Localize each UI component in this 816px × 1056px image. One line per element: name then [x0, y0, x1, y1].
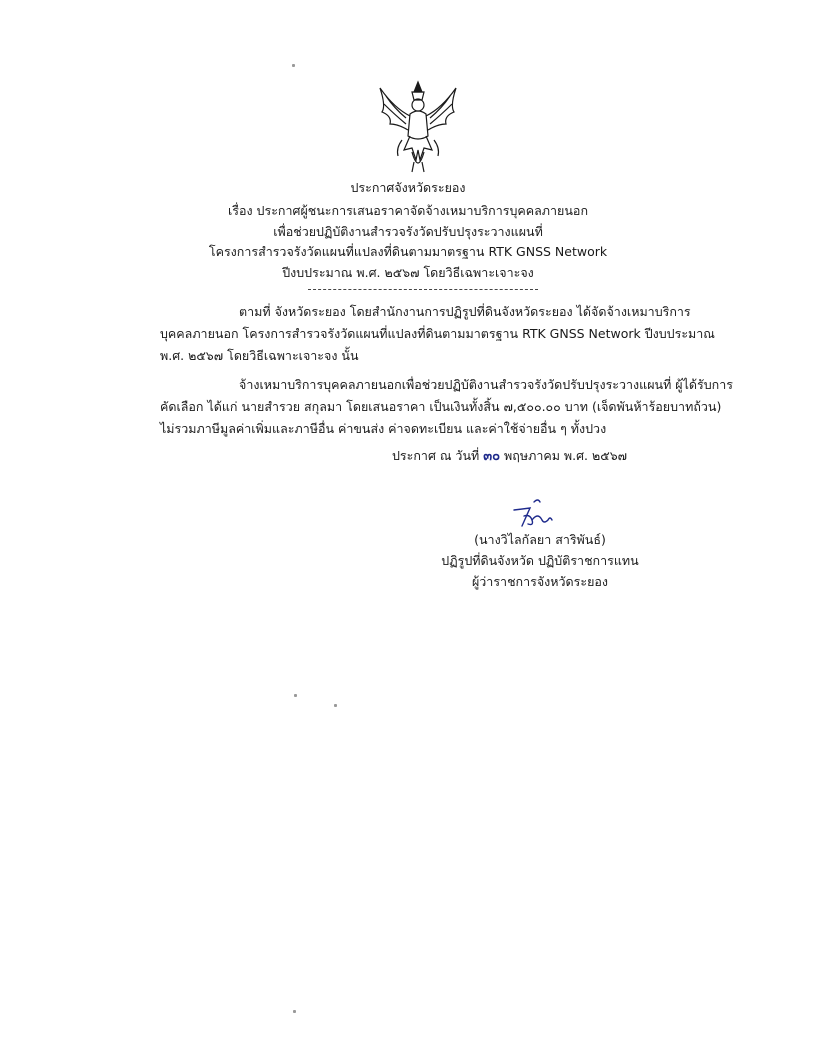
scan-speck [294, 694, 297, 697]
handwritten-signature [508, 496, 554, 532]
announcement-prefix: ประกาศ ณ วันที่ [392, 448, 480, 463]
garuda-emblem-icon [372, 78, 464, 176]
signer-position-2: ผู้ว่าราชการจังหวัดระยอง [471, 574, 609, 589]
subject-line: เรื่อง ประกาศผู้ชนะการเสนอราคาจัดจ้างเหมาบริการบุคคลภายนอก [227, 203, 589, 218]
scan-speck [293, 1010, 296, 1013]
announcement-month-year: พฤษภาคม พ.ศ. ๒๕๖๗ [504, 448, 628, 463]
paragraph-1-line-2: บุคคลภายนอก โครงการสำรวจรังวัดแผนที่แปลงที่ดินตามมาตรฐาน RTK GNSS Network ปีงบประมาณ [160, 326, 715, 341]
paragraph-2-line-1: จ้างเหมาบริการบุคคลภายนอกเพื่อช่วยปฏิบัติงานสำรวจรังวัดปรับปรุงระวางแผนที่ ผู้ได้รับการ [239, 377, 733, 392]
scan-speck [334, 704, 337, 707]
paragraph-2-line-2: คัดเลือก ได้แก่ นายสำรวย สกุลมา โดยเสนอราคา เป็นเงินทั้งสิ้น ๗,๕๐๐.๐๐ บาท (เจ็ดพันห้าร้อยบาทถ้วน) [160, 399, 722, 414]
scan-speck [292, 64, 295, 67]
paragraph-1-line-1: ตามที่ จังหวัดระยอง โดยสำนักงานการปฏิรูปที่ดินจังหวัดระยอง ได้จัดจ้างเหมาบริการ [239, 304, 691, 319]
signer-position-1: ปฏิรูปที่ดินจังหวัด ปฏิบัติราชการแทน [441, 553, 639, 568]
divider [308, 289, 538, 290]
subject-line-2: เพื่อช่วยปฏิบัติงานสำรวจรังวัดปรับปรุงระวางแผนที่ [273, 224, 543, 239]
document-title: ประกาศจังหวัดระยอง [350, 180, 466, 195]
project-line: โครงการสำรวจรังวัดแผนที่แปลงที่ดินตามมาตรฐาน RTK GNSS Network [208, 244, 608, 259]
paragraph-1-line-3: พ.ศ. ๒๕๖๗ โดยวิธีเฉพาะเจาะจง นั้น [160, 348, 359, 363]
fiscal-year-line: ปีงบประมาณ พ.ศ. ๒๕๖๗ โดยวิธีเฉพาะเจาะจง [282, 265, 534, 280]
announcement-date [392, 448, 627, 465]
paragraph-2-line-3: ไม่รวมภาษีมูลค่าเพิ่มและภาษีอื่น ค่าขนส่ง ค่าจดทะเบียน และค่าใช้จ่ายอื่น ๆ ทั้งปวง [160, 421, 607, 436]
signer-name: (นางวิไลกัลยา สาริพันธ์) [474, 532, 606, 547]
announcement-day: ๓๐ [483, 449, 501, 464]
